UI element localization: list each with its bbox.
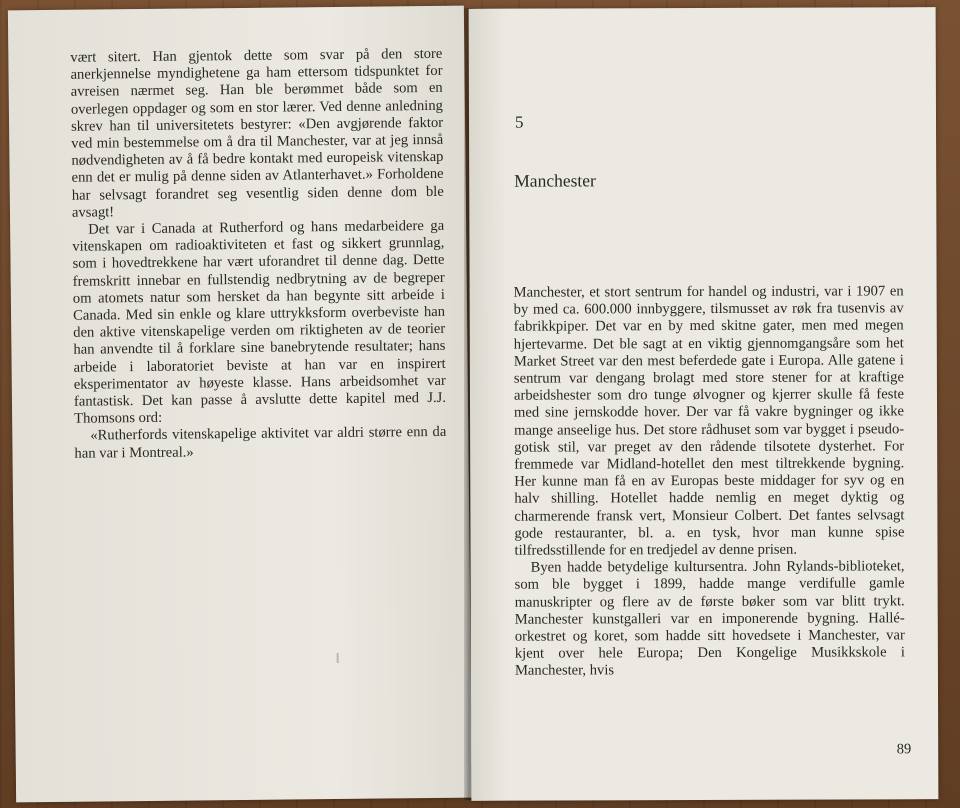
left-paragraph-2: Det var i Canada at Rutherford og hans medarbeidere ga vitenskapen om radioaktiviteten et fast og sikkert grunnlag, som i hovedtrekkene har vært uforandret til denne dag. Dette fremskritt innebar en fullstendig nedbrytning av de begreper om atomets natur som hersket da han begynte sitt arbeide i Canada. Med sin enkle og klare uttrykksform overbeviste han den aktive vitenskapelige verden om riktigheten av de teorier han anvendte til å forklare sine banebrytende resultater; hans arbeide i laboratoriet beviste at han var en inspirert eksperimentator av høyeste klasse. Hans arbeidsomhet var fantastisk. Det kan passe å avslutte dette kapitel med J.J. Thomsons ord:	[72, 217, 447, 428]
right-page	[469, 7, 939, 801]
right-paragraph-1: Manchester, et stort sentrum for handel og industri, var i 1907 en by med ca. 600.000 innbyggere, tilsmusset av røk fra tusenvis av fabrikkpiper. Det var en by med skitne gater, men med megen hjertevarme. Det ble sagt at en viktig gjennomgangsåre som het Market Street var den mest beferdede gate i Europa. Alle gatene i sentrum var dengang brolagt med store stener for at kraftige arbeidshester som dro tunge ølvogner og kjerrer skulle få feste med sine jernskodde hover. Der var få vakre bygninger og ikke mange anseelige hus. Det store rådhuset som var bygget i pseudo-gotisk stil, var preget av den rådende tilsotete dysterhet. For fremmede var Midland-hotellet den mest tiltrekkende bygning. Her kunne man få en av Europas beste middager for syv og en halv shilling. Hotellet hadde nemlig en meget dyktig og charmerende fransk vert, Monsieur Colbert. Det fantes selvsagt gode restauranter, bl. a. en tysk, hvor man kunne spise tilfredsstillende for en tredjedel av denne prisen.	[513, 283, 905, 559]
right-paragraph-2: Byen hadde betydelige kultursentra. John Rylands-biblioteket, som ble bygget i 1899, hadde mange verdifulle gamle manuskripter og flere av de første bøker som var blitt trykt. Manchester kunstgalleri var en imponerende bygning. Hallé-orkestret og koret, som hadde sitt hovedsete i Manchester, var kjent over hele Europa; Den Kongelige Musikkskole i Manchester, hvis	[514, 558, 905, 680]
chapter-title: Manchester	[514, 170, 596, 191]
chapter-number: 5	[514, 112, 524, 132]
paper-speck	[337, 653, 339, 663]
open-book	[12, 8, 937, 800]
left-paragraph-3: «Rutherfords vitenskapelige aktivitet var aldri større enn da han var i Montreal.»	[74, 424, 447, 462]
right-page-text	[514, 283, 905, 680]
page-number: 89	[896, 741, 912, 758]
left-page-text	[70, 46, 446, 463]
left-paragraph-1: vært sitert. Han gjentok dette som svar på den store anerkjennelse myndighetene ga ham ettersom tidspunktet for avreisen nærmet seg. Han ble berømmet både som en overlegen oppdager og som en stor lærer. Ved denne anledning skrev han til universitetets bestyrer: «Den avgjørende faktor ved min bestemmelse om å dra til Manchester, var at jeg innså nødvendigheten av å få bedre kontakt med europeisk vitenskap enn det er mulig på denne siden av Atlanterhavet.» Forholdene har selvsagt forandret seg vesentlig siden denne dom ble avsagt!	[70, 45, 444, 221]
left-page	[8, 6, 472, 803]
